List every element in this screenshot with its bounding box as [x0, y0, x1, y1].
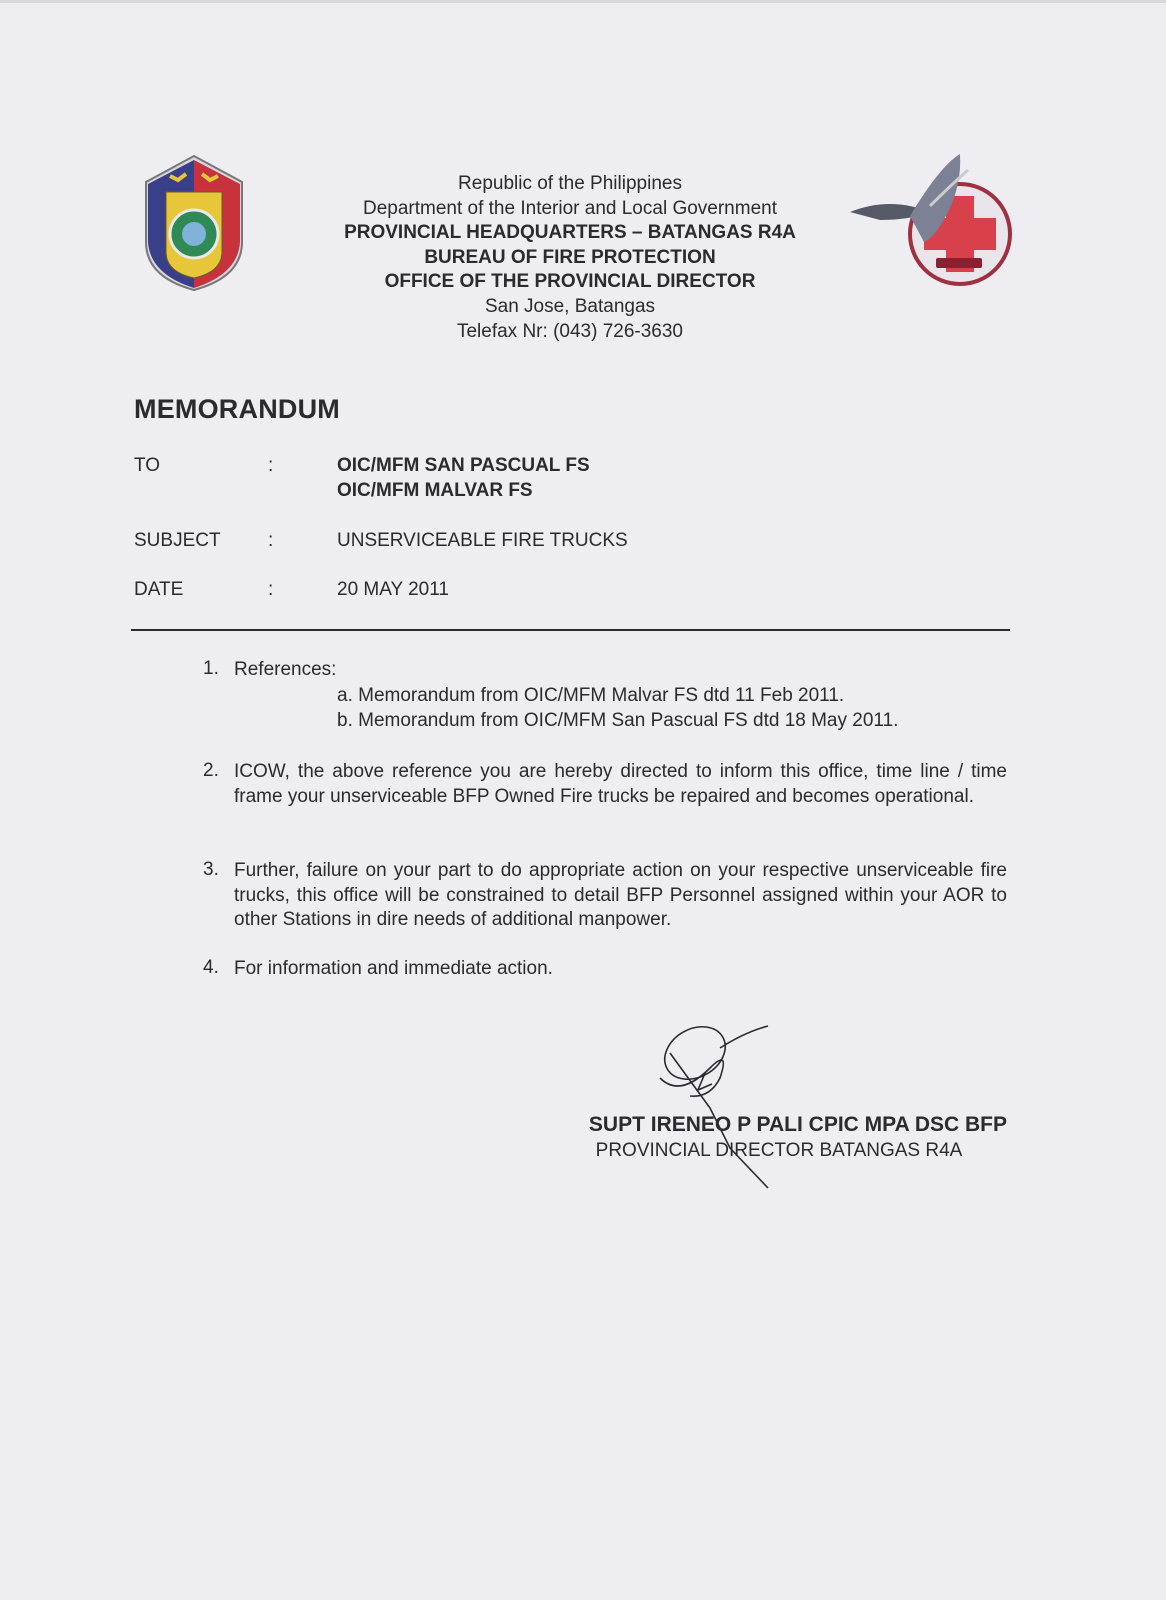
date-label: DATE: [134, 579, 184, 600]
to-recipient-2: OIC/MFM MALVAR FS: [337, 480, 533, 501]
date-value: 20 MAY 2011: [337, 579, 449, 600]
header-line-4: BUREAU OF FIRE PROTECTION: [424, 246, 716, 268]
letterhead: [300, 172, 840, 344]
para-1-number: 1.: [203, 658, 219, 679]
colon: :: [268, 530, 274, 551]
handwritten-signature: [650, 1018, 780, 1193]
divider: [131, 629, 1010, 631]
page-edge: [0, 0, 1166, 3]
bfp-batangas-eagle-logo: [850, 146, 1012, 292]
header-line-5: OFFICE OF THE PROVINCIAL DIRECTOR: [384, 271, 756, 293]
signatory-title: PROVINCIAL DIRECTOR BATANGAS R4A: [595, 1140, 963, 1161]
signatory-name: SUPT IRENEO P PALI CPIC MPA DSC BFP: [588, 1113, 1007, 1136]
subject-value: UNSERVICEABLE FIRE TRUCKS: [337, 530, 628, 551]
reference-a: a. Memorandum from OIC/MFM Malvar FS dtd 11 Feb 2011.: [337, 685, 845, 706]
to-label: TO: [134, 455, 161, 476]
para-4-number: 4.: [203, 957, 219, 978]
subject-label: SUBJECT: [134, 530, 221, 551]
reference-b: b. Memorandum from OIC/MFM San Pascual FS dtd 18 May 2011.: [337, 710, 899, 731]
para-3-number: 3.: [203, 859, 219, 880]
bfp-seal-logo: [138, 152, 250, 294]
header-line-3: PROVINCIAL HEADQUARTERS – BATANGAS R4A: [344, 222, 796, 244]
header-line-6: San Jose, Batangas: [484, 295, 656, 317]
header-line-2: Department of the Interior and Local Government: [362, 197, 777, 219]
para-1: References:: [234, 659, 337, 680]
para-4: For information and immediate action.: [234, 958, 553, 979]
para-2-number: 2.: [203, 760, 219, 781]
memo-title: MEMORANDUM: [134, 394, 340, 424]
colon: :: [268, 579, 274, 600]
para-3: Further, failure on your part to do appropriate action on your respective unserviceable fire trucks, this office will be constrained to detail BFP Personnel assigned within your AOR to other Stations in dire needs of additional manpower.: [234, 860, 1007, 930]
colon: :: [268, 455, 274, 476]
para-2: ICOW, the above reference you are hereby directed to inform this office, time line / time frame your unserviceable BFP Owned Fire trucks be repaired and becomes operational.: [234, 761, 1007, 807]
header-line-7: Telefax Nr: (043) 726-3630: [456, 320, 683, 342]
to-recipient-1: OIC/MFM SAN PASCUAL FS: [337, 455, 590, 476]
header-line-1: Republic of the Philippines: [458, 173, 682, 194]
